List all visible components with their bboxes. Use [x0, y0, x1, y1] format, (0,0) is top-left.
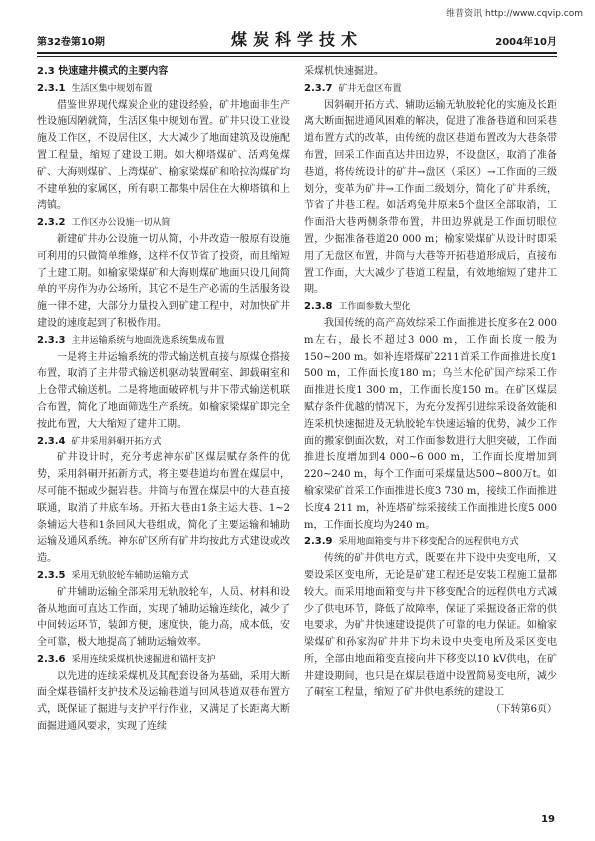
subsection-number: 2.3.2: [37, 217, 66, 229]
paragraph: 以先进的连续采煤机及其配套设备为基础，采用大断面全煤巷锚杆支护技术及运输巷道与回风巷道双巷布置方式，既保证了掘进与支护平行作业，又满足了长距离大断面掘进通风要求，实现了连续: [37, 670, 290, 733]
paragraph: 传统的矿井供电方式，既要在井下设中央变电所，又要设采区变电所，无论是矿建工程还是安装工程施工量都较大。而采用地面箱变与井下移变配合的远程供电方式减少了供电环节，降低了故障率，保证了采掘设备正常的供电要求，为矿井快速建设提供了可靠的电力保证。如榆家梁煤矿和孙家沟矿井井下均未设中央变电所及采区变电所，全部由地面箱变直接向井下移变以10 kV供电，在矿井建设期间，也只是在煤层巷道中设置简易变电所，减少了硐室工程量，缩短了矿井供电系统的建设工: [304, 553, 557, 699]
header-rule-thin: [37, 56, 557, 57]
subsection-title: 矿井无盘区布置: [338, 83, 402, 94]
subsection-title: 采用地面箱变与井下移变配合的远程供电方式: [338, 537, 519, 548]
subsection-heading-2-3-4: [37, 434, 290, 451]
left-column: [37, 64, 290, 736]
paragraph: 矿井设计时，充分考虑神东矿区煤层赋存条件的优势，采用斜硐开拓新方式，将主要巷道均布置在煤层中，尽可能不掘或少掘岩巷。井筒与布置在煤层中的大巷直接联通，取消了井底车场。开拓大巷由1条主运大巷、1~2条辅运大巷和1条回风大巷组成，简化了主要运输和辅助运输及通风系统。神东矿区所有矿井均按此方式建设或改造。: [37, 452, 290, 565]
subsection-heading-2-3-9: [304, 534, 557, 551]
subsection-number: 2.3.1: [37, 82, 66, 94]
paragraph: 我国传统的高产高效综采工作面推进长度多在2 000 m左右，最长不超过3 000 m，工作面长度一般为150~200 m。如补连塔煤矿2211首采工作面推进长度1 500 m，工作面长度180 m；乌兰木伦矿国产综采工作面推进长度1 300 m，工作面长度150 m。在矿区煤层赋存条件优越的情况下，为充分发挥引进综采设备效能和连采机快速掘进及无轨胶轮车快速运输的优势，减少工作面的搬家倒面次数，对工作面参数进行大胆突破，工作面推进长度增加到4 000~6 000 m，工作面长度增加到220~240 m，每个工作面可采煤量达500~800万t。如榆家梁矿首采工作面推进长度3 730 m，接续工作面推进长度4 211 m，补连塔矿综采接续工作面推进长度5 000 m，工作面长度均为240 m。: [304, 317, 557, 531]
journal-title: 煤炭科学技术: [230, 30, 363, 49]
subsection-title: 矿井采用斜硐开拓方式: [71, 436, 162, 447]
paragraph: 矿井辅助运输全部采用无轨胶轮车，人员、材料和设备从地面可直达工作面，实现了辅助运输连续化，减少了中间转运环节，装卸方便，速度快，能力高，成本低，安全可靠，极大地提高了辅助运输效率。: [37, 586, 290, 649]
right-column: [304, 64, 557, 719]
running-header: [37, 22, 557, 50]
issue-date: 2004年10月: [495, 37, 557, 48]
paragraph-continuation: 采煤机快速掘进。: [304, 66, 384, 77]
subsection-title: 主井运输系统与地面洗选系统集成布置: [71, 335, 225, 346]
subsection-heading-2-3-8: [304, 299, 557, 316]
subsection-heading-2-3-5: [37, 568, 290, 585]
paragraph: 新建矿井办公设施一切从简，小井改造一般原有设施可利用的只做简单维修，这样不仅节省了投资，而且缩短了土建工期。如榆家梁煤矿和大海则煤矿地面只设几间简单的平房作为办公场所，其它不是生产必需的生活服务设施一律不建，大部分力量投入到矿建工程中，对加快矿井建设的速度起到了积极作用。: [37, 233, 290, 329]
section-heading-2-3: 2.3 快速建井模式的主要内容: [37, 66, 169, 77]
subsection-number: 2.3.6: [37, 653, 66, 665]
subsection-heading-2-3-6: [37, 652, 290, 669]
subsection-number: 2.3.9: [304, 536, 333, 548]
page-number: 19: [541, 814, 555, 825]
subsection-number: 2.3.7: [304, 82, 333, 94]
subsection-title: 生活区集中规划布置: [71, 83, 153, 94]
subsection-title: 采用无轨胶轮车辅助运输方式: [71, 570, 189, 581]
watermark: 维普资讯 http://www.cqvip.com: [446, 9, 583, 19]
continued-note: （下转第6页）: [490, 704, 557, 716]
subsection-heading-2-3-2: [37, 215, 290, 232]
subsection-heading-2-3-3: [37, 333, 290, 350]
header-rule: [37, 52, 557, 54]
subsection-number: 2.3.3: [37, 334, 66, 346]
subsection-number: 2.3.5: [37, 569, 66, 581]
volume-issue: 第32卷第10期: [37, 37, 105, 48]
subsection-number: 2.3.8: [304, 301, 333, 313]
paragraph: 借鉴世界现代煤炭企业的建设经验，矿井地面非生产性设施因陋就简，生活区集中规划布置。矿井只设工业设施及工作区，不设居住区，大大减少了地面建筑及设施配置工程量，缩短了建设工期。如大柳塔煤矿、活鸡兔煤矿、大海则煤矿、上湾煤矿、榆家梁煤矿和哈拉沟煤矿均不建单独的家属区，所有职工都集中居住在大柳塔镇和上湾镇。: [37, 99, 290, 212]
subsection-heading-2-3-1: [37, 81, 290, 98]
paragraph: 一是将主井运输系统的带式输送机直接与原煤仓搭接布置，取消了主井带式输送机驱动装置硐室、卸载硐室和上仓带式输送机。二是将地面破碎机与井下带式输送机联合布置，简化了地面筛选生产系统。如榆家梁煤矿即完全按此布置，大大缩短了建井工期。: [37, 351, 290, 430]
subsection-title: 工作区办公设施一切从简: [71, 218, 171, 229]
subsection-heading-2-3-7: [304, 81, 557, 98]
subsection-title: 采用连续采煤机快速掘进和锚杆支护: [71, 654, 216, 665]
subsection-number: 2.3.4: [37, 435, 66, 447]
paragraph: 因斜硐开拓方式、辅助运输无轨胶轮化的实施及长距离大断面掘进通风困难的解决，促进了准备巷道和回采巷道布置方式的改革，由传统的盘区巷道布置改为大巷条带布置，回采工作面直达井田边界，不设盘区，取消了准备巷道，将传统设计的矿井→盘区（采区）→工作面的三级划分，变革为矿井→工作面二级划分，简化了矿井系统，节省了井巷工程。如活鸡兔井原来5个盘区全部取消，工作面沿大巷两侧条带布置，井田边界就是工作面切眼位置，少掘准备巷道20 000 m；榆家梁煤矿从设计时即采用了无盘区布置，井筒与大巷等开拓巷道形成后，直接布置工作面，大大减少了巷道工程量，有效地缩短了建井工期。: [304, 99, 557, 296]
subsection-title: 工作面参数大型化: [338, 302, 411, 313]
